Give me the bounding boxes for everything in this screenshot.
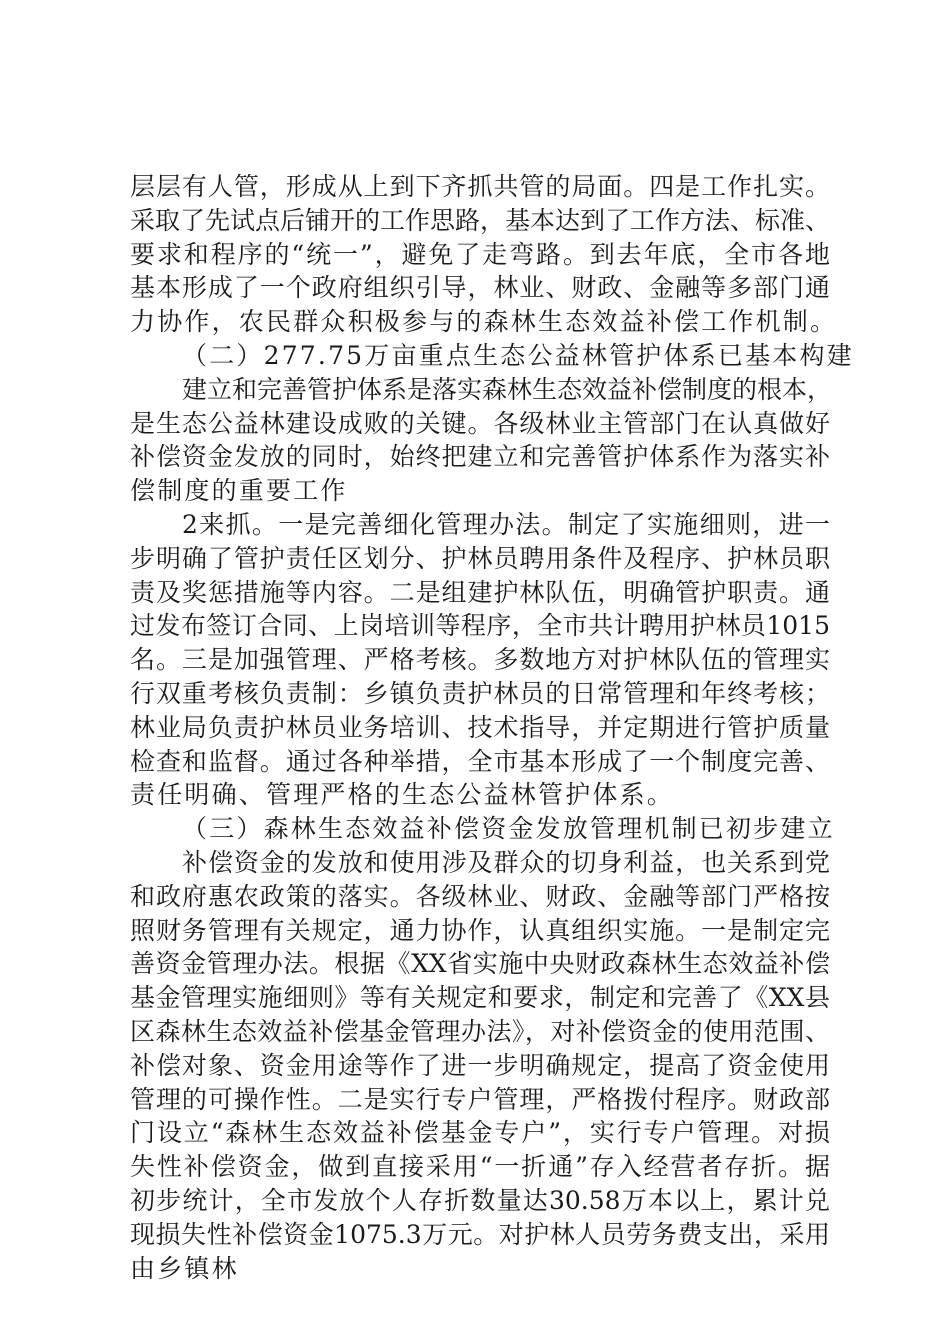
text-line: 补偿资金的发放和使用涉及群众的切身利益，也关系到党 (182, 847, 830, 877)
text-line: 管理的可操作性。二是实行专户管理，严格拨付程序。财政部 (130, 1084, 830, 1114)
text-line: 初步统计，全市发放个人存折数量达30.58万本以上，累计兑 (130, 1185, 830, 1215)
text-line: 名。三是加强管理、严格考核。多数地方对护林队伍的管理实 (130, 645, 830, 675)
text-line: 区森林生态效益补偿基金管理办法》，对补偿资金的使用范围、 (130, 1016, 830, 1046)
text-line: 失性补偿资金，做到直接采用“一折通”存入经营者存折。据 (130, 1152, 830, 1182)
text-line: 是生态公益林建设成败的关键。各级林业主管部门在认真做好 (130, 408, 830, 438)
text-line: 责任明确、管理严格的生态公益林管护体系。 (130, 780, 675, 810)
text-line: 责及奖惩措施等内容。二是组建护林队伍，明确管护职责。通 (130, 577, 830, 607)
text-line: 门设立“森林生态效益补偿基金专户”，实行专户管理。对损 (130, 1118, 830, 1148)
section-heading-3: （三）森林生态效益补偿资金发放管理机制已初步建立 (182, 814, 835, 844)
text-line: 要求和程序的“统一”，避免了走弯路。到去年底，全市各地 (130, 239, 830, 269)
text-line: 补偿对象、资金用途等作了进一步明确规定，提高了资金使用 (130, 1050, 830, 1080)
text-line: 检查和监督。通过各种举措，全市基本形成了一个制度完善、 (130, 746, 830, 776)
text-line: 偿制度的重要工作 (130, 476, 348, 506)
text-line: 由乡镇林 (130, 1253, 239, 1283)
text-line: 2来抓。一是完善细化管理办法。制定了实施细则，进一 (182, 509, 830, 539)
text-line: 建立和完善管护体系是落实森林生态效益补偿制度的根本， (182, 374, 833, 404)
section-heading-2: （二）277.75万亩重点生态公益林管护体系已基本构建 (182, 340, 854, 370)
text-line: 基金管理实施细则》等有关规定和要求，制定和完善了《XX县 (130, 983, 830, 1013)
text-line: 林业局负责护林员业务培训、技术指导，并定期进行管护质量 (130, 712, 830, 742)
document-page (130, 170, 854, 1285)
text-line: 现损失性补偿资金1075.3万元。对护林人员劳务费支出，采用 (130, 1219, 830, 1249)
paragraph-work-mechanism (130, 170, 838, 339)
text-line: 善资金管理办法。根据《XX省实施中央财政森林生态效益补偿 (130, 949, 830, 979)
paragraph-management-measures (130, 508, 830, 812)
paragraph-fund-management (130, 846, 830, 1285)
text-line: 补偿资金发放的同时，始终把建立和完善管护体系作为落实补 (130, 442, 830, 472)
text-line: 和政府惠农政策的落实。各级林业、财政、金融等部门严格按 (130, 881, 830, 911)
text-line: 层层有人管，形成从上到下齐抓共管的局面。四是工作扎实。 (130, 172, 830, 201)
text-line: 采取了先试点后铺开的工作思路，基本达到了工作方法、标准、 (130, 205, 831, 235)
text-line: 照财务管理有关规定，通力协作，认真组织实施。一是制定完 (130, 915, 830, 945)
text-line: 行双重考核负责制：乡镇负责护林员的日常管理和年终考核； (130, 678, 830, 708)
text-line: 基本形成了一个政府组织引导，林业、财政、金融等多部门通 (130, 273, 830, 303)
paragraph-management-system (130, 373, 833, 508)
text-line: 过发布签订合同、上岗培训等程序，全市共计聘用护林员1015 (130, 611, 830, 641)
text-line: 步明确了管护责任区划分、护林员聘用条件及程序、护林员职 (130, 543, 830, 573)
text-line: 力协作，农民群众积极参与的森林生态效益补偿工作机制。 (130, 307, 838, 337)
